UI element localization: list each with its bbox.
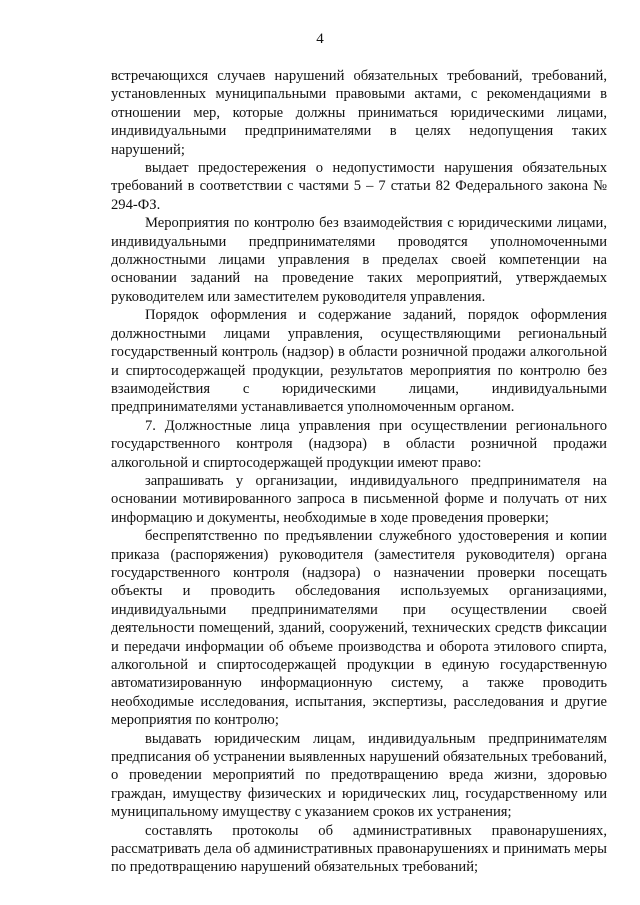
paragraph-5: 7. Должностные лица управления при осуществлении регионального государственного контроля (надзора) в области розничной продажи алкогольной и спиртосодержащей продукции имеют право:: [111, 417, 607, 471]
paragraph-6: запрашивать у организации, индивидуального предпринимателя на основании мотивированного запроса в письменной форме и получать от них информацию и документы, необходимые в ходе проведения проверки;: [111, 472, 607, 526]
paragraph-3: Мероприятия по контролю без взаимодействия с юридическими лицами, индивидуальными предпринимателями проводятся уполномоченными должностными лицами управления в пределах своей компетенции на основании заданий на проведение таких мероприятий, утверждаемых руководителем или заместителем руководителя управления.: [111, 215, 607, 305]
paragraph-7: беспрепятственно по предъявлении служебного удостоверения и копии приказа (распоряжения) руководителя (заместителя руководителя) органа государственного контроля (надзора) о назначении проверки посещать объекты и проводить обследования используемых организациями, индивидуальными предпринимателями при осуществлении своей деятельности помещений, зданий, сооружений, технических средств фиксации и передачи информации об объеме производства и оборота этилового спирта, алкогольной и спиртосодержащей продукции в единую государственную автоматизированную информационную систему, а также проводить необходимые исследования, испытания, экспертизы, расследования и другие мероприятия по контролю;: [111, 528, 607, 729]
paragraph-9: составлять протоколы об административных правонарушениях, рассматривать дела об административных правонарушениях и принимать меры по предотвращению нарушений обязательных требований;: [111, 822, 607, 876]
document-body: [111, 67, 607, 877]
page-number: 4: [316, 31, 324, 47]
paragraph-8: выдавать юридическим лицам, индивидуальным предпринимателям предписания об устранении выявленных нарушений обязательных требований, о проведении мероприятий по предотвращению вреда жизни, здоровью граждан, имуществу физических и юридических лиц, государственному или муниципальному имуществу с указанием сроков их устранения;: [111, 730, 607, 821]
paragraph-4: Порядок оформления и содержание заданий, порядок оформления должностными лицами управления, осуществляющими региональный государственный контроль (надзор) в области розничной продажи алкогольной и спиртосодержащей продукции, результатов мероприятия по контролю без взаимодействия с юридическими лицами, индивидуальными предпринимателями устанавливается уполномоченным органом.: [111, 307, 607, 416]
paragraph-2: выдает предостережения о недопустимости нарушения обязательных требований в соответствии с частями 5 – 7 статьи 82 Федерального закона № 294-ФЗ.: [111, 160, 607, 213]
paragraph-1: встречающихся случаев нарушений обязательных требований, требований, установленных муниципальными правовыми актами, с рекомендациями в отношении мер, которые должны приниматься юридическими лицами, индивидуальными предпринимателями в целях недопущения таких нарушений;: [111, 68, 607, 158]
